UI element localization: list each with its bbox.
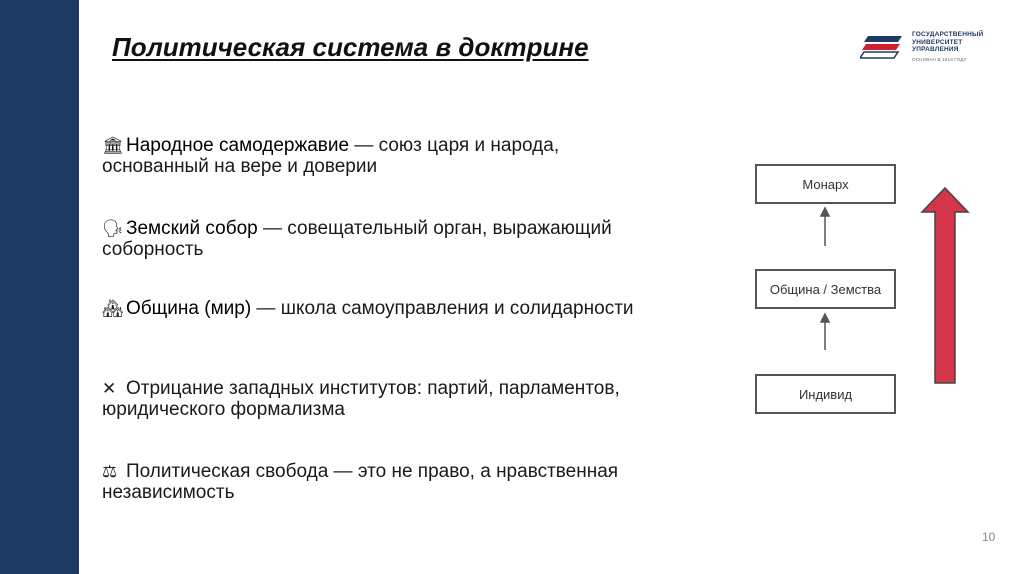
level-box-monarch: Монарх [755, 164, 896, 204]
bullet-text: Политическая свобода — это не право, а нравственная независимость [102, 461, 619, 503]
slide-title: Политическая система в доктрине [112, 32, 589, 62]
bullet-text: Отрицание западных институтов: партий, парламентов, юридического формализма [102, 378, 620, 420]
bullet-text: — школа самоуправления и солидарности [251, 298, 634, 319]
left-sidebar-band [0, 0, 79, 574]
logo-emblem-icon [860, 28, 906, 68]
bullet-text: — союз царя и народа, основанный на вере и доверии [102, 135, 560, 177]
bullet-term: Народное самодержавие [126, 135, 350, 156]
logo-line2: УНИВЕРСИТЕТ [912, 38, 963, 46]
bullet-item [102, 298, 662, 319]
bullet-item [102, 135, 662, 177]
logo-line1: ГОСУДАРСТВЕННЫЙ [912, 31, 984, 38]
big-red-arrow-icon [922, 188, 968, 383]
scales-icon: ⚖ [102, 462, 118, 481]
level-box-individual: Индивид [755, 374, 896, 414]
arrow-up-icon [821, 208, 829, 246]
bullet-item [102, 378, 662, 420]
logo-text [912, 31, 983, 63]
classical-building-icon: 🏛 [102, 136, 124, 155]
page-number: 10 [982, 530, 996, 544]
logo-line3: УПРАВЛЕНИЯ [912, 46, 959, 53]
bullet-item [102, 461, 662, 503]
level-box-community: Община / Земства [755, 269, 896, 309]
cross-mark-icon: ✕ [102, 379, 117, 398]
houses-icon: 🏘 [102, 299, 124, 318]
bullet-text: — совещательный орган, выражающий соборность [102, 218, 612, 260]
logo-subtitle: ОСНОВАН В 1919 ГОДУ [912, 56, 967, 62]
bullet-item [102, 218, 662, 260]
university-logo [860, 28, 1000, 72]
bullet-term: Община (мир) [126, 298, 252, 319]
bullet-term: Земский собор [126, 218, 258, 239]
arrow-up-icon [821, 314, 829, 350]
speaking-head-icon: 🗣 [102, 219, 124, 238]
hierarchy-diagram [740, 150, 990, 440]
